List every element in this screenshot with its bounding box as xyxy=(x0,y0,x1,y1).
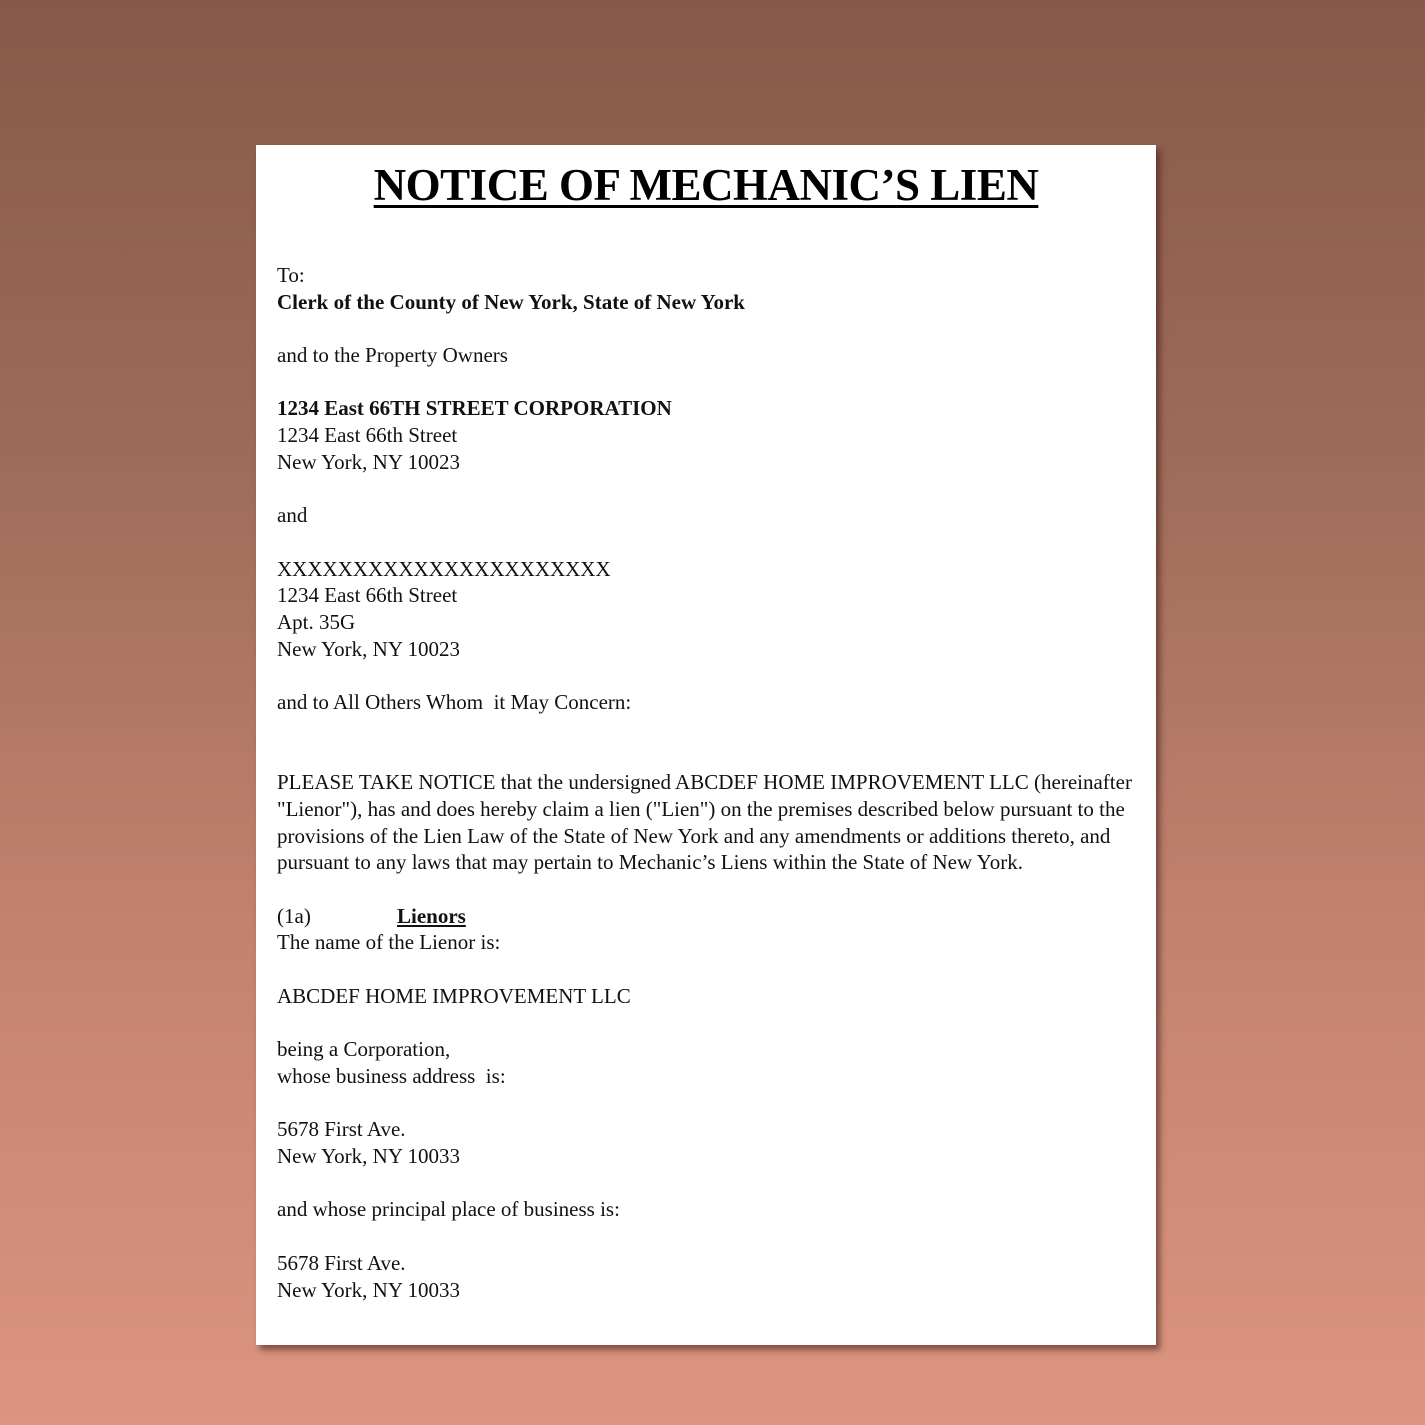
spacer xyxy=(277,743,1147,770)
lienor-name: ABCDEF HOME IMPROVEMENT LLC xyxy=(277,983,631,1008)
property-owners-intro: and to the Property Owners xyxy=(277,343,508,368)
to-label: To: xyxy=(277,263,305,287)
spacer xyxy=(277,1170,1147,1197)
and-label: and xyxy=(277,503,308,528)
spacer xyxy=(277,662,1147,689)
title-text: NOTICE OF MECHANIC’S LIEN xyxy=(373,160,1039,210)
spacer xyxy=(277,956,1147,983)
owner1-block xyxy=(277,395,1147,475)
notice-paragraph: PLEASE TAKE NOTICE that the undersigned ABCDEF HOME IMPROVEMENT LLC (hereinafter "Lienor"), has and does hereby claim a lien ("Lien") on the premises described below pursuant to the provisions of the Lien Law of the State of New York and any amendments or additions thereto, and pursuant to any laws that may pertain to Mechanic’s Liens within the State of New York. xyxy=(277,770,1132,875)
section-1a-heading xyxy=(277,903,1147,930)
principal-city: New York, NY 10033 xyxy=(277,1277,460,1302)
entity-type: being a Corporation, xyxy=(277,1037,451,1062)
spacer xyxy=(277,1090,1147,1117)
document-page xyxy=(256,145,1156,1345)
owner1-street: 1234 East 66th Street xyxy=(277,423,458,448)
document-title xyxy=(256,159,1156,211)
owner2-street: 1234 East 66th Street xyxy=(277,583,458,608)
section-title: Lienors xyxy=(397,903,466,928)
owner1-name: 1234 East 66TH STREET CORPORATION xyxy=(277,396,672,421)
principal-intro: and whose principal place of business is: xyxy=(277,1197,620,1222)
business-street: 5678 First Ave. xyxy=(277,1117,406,1142)
business-city: New York, NY 10033 xyxy=(277,1144,460,1169)
lienor-name-intro: The name of the Lienor is: xyxy=(277,930,501,955)
business-address-intro: whose business address is: xyxy=(277,1063,506,1088)
spacer xyxy=(277,1223,1147,1250)
owner2-apt: Apt. 35G xyxy=(277,610,356,635)
spacer xyxy=(277,716,1147,743)
document-body xyxy=(277,262,1147,1303)
section-number: (1a) xyxy=(277,903,311,928)
spacer xyxy=(277,476,1147,503)
clerk-recipient: Clerk of the County of New York, State of New York xyxy=(277,289,745,314)
principal-street: 5678 First Ave. xyxy=(277,1250,406,1275)
spacer xyxy=(277,876,1147,903)
spacer xyxy=(277,315,1147,342)
owner2-city: New York, NY 10023 xyxy=(277,636,460,661)
spacer xyxy=(277,369,1147,396)
spacer xyxy=(277,529,1147,556)
others-recipient: and to All Others Whom it May Concern: xyxy=(277,690,632,715)
owner2-name: XXXXXXXXXXXXXXXXXXXXXX xyxy=(277,556,611,581)
owner1-city: New York, NY 10023 xyxy=(277,449,460,474)
owner2-block xyxy=(277,556,1147,663)
spacer xyxy=(277,1010,1147,1037)
